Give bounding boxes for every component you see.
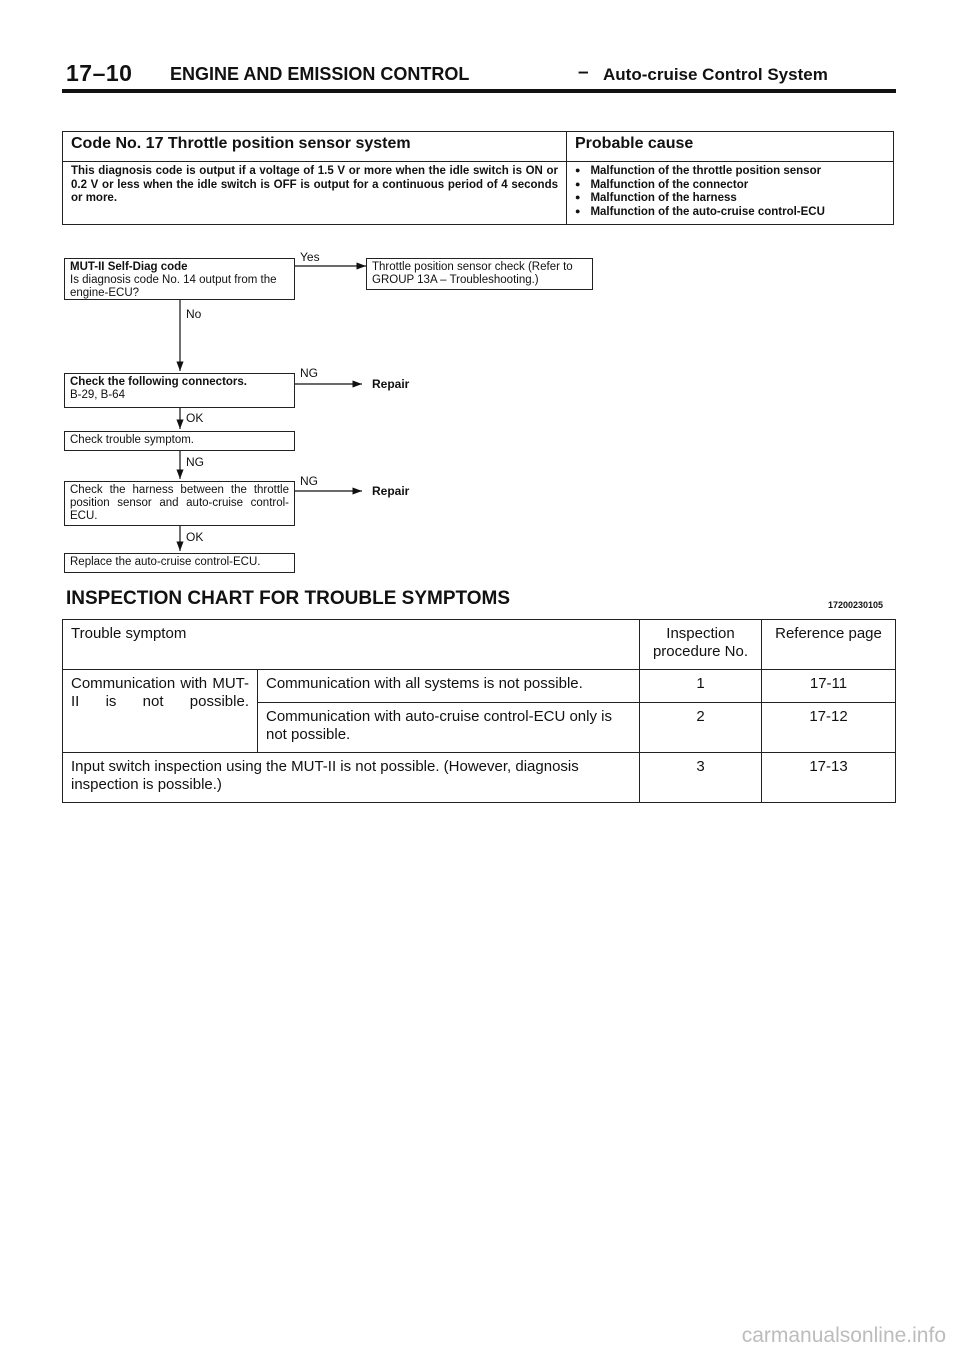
ok-label-2: OK bbox=[186, 530, 204, 544]
reference-cell: 17-11 bbox=[762, 670, 896, 703]
group-label-mut: Communication with MUT-II is not possible. bbox=[63, 670, 258, 753]
code-description: This diagnosis code is output if a voltage of 1.5 V or more when the idle switch is ON or 0.2 V or less when the idle switch is OFF is output for a continuous period of 4 seconds or more. bbox=[63, 162, 567, 225]
section-title: ENGINE AND EMISSION CONTROL bbox=[170, 64, 470, 84]
procedure-cell: 3 bbox=[640, 753, 762, 803]
cause-item: ● Malfunction of the throttle position sensor bbox=[575, 165, 885, 179]
ng-label-3: NG bbox=[300, 474, 318, 488]
flow-box-connectors-title: Check the following connectors. bbox=[70, 376, 247, 388]
procedure-cell: 2 bbox=[640, 703, 762, 753]
cause-item: ● Malfunction of the auto-cruise control-ECU bbox=[575, 206, 885, 220]
symptom-cell: Communication with all systems is not possible. bbox=[258, 670, 640, 703]
yes-label: Yes bbox=[300, 250, 320, 264]
flow-box-throttle-check: Throttle position sensor check (Refer to GROUP 13A – Troubleshooting.) bbox=[366, 258, 593, 290]
trouble-symptom-table bbox=[62, 619, 896, 803]
flow-box-harness: Check the harness between the throttle position sensor and auto-cruise control-ECU. bbox=[64, 481, 295, 526]
no-label: No bbox=[186, 307, 202, 321]
flow-box-self-diag bbox=[64, 258, 295, 300]
inspection-chart-title: INSPECTION CHART FOR TROUBLE SYMPTOMS bbox=[66, 588, 511, 609]
reference-cell: 17-13 bbox=[762, 753, 896, 803]
header-inspection-procedure: Inspection procedure No. bbox=[640, 620, 762, 670]
probable-cause-title: Probable cause bbox=[567, 132, 894, 162]
ng-label-2: NG bbox=[186, 455, 204, 469]
header-reference-page: Reference page bbox=[762, 620, 896, 670]
cause-item: ● Malfunction of the connector bbox=[575, 179, 885, 193]
flow-box-replace-ecu: Replace the auto-cruise control-ECU. bbox=[64, 553, 295, 573]
repair-label-2: Repair bbox=[372, 484, 410, 498]
flow-box-self-diag-title: MUT-II Self-Diag code bbox=[70, 261, 188, 273]
flow-box-connectors-text: B-29, B-64 bbox=[70, 389, 125, 401]
procedure-cell: 1 bbox=[640, 670, 762, 703]
flow-box-connectors bbox=[64, 373, 295, 408]
watermark: carmanualsonline.info bbox=[741, 1324, 946, 1347]
flow-box-trouble-symptom: Check trouble symptom. bbox=[64, 431, 295, 451]
ok-label-1: OK bbox=[186, 411, 204, 425]
page-number: 17–10 bbox=[66, 60, 133, 86]
subsection-title: Auto-cruise Control System bbox=[603, 65, 828, 84]
header-dash: – bbox=[578, 62, 589, 83]
code-title: Code No. 17 Throttle position sensor system bbox=[63, 132, 567, 162]
ng-label-1: NG bbox=[300, 366, 318, 380]
inspection-chart-code: 17200230105 bbox=[828, 600, 884, 610]
header-trouble-symptom: Trouble symptom bbox=[63, 620, 640, 670]
cause-item: ● Malfunction of the harness bbox=[575, 192, 885, 206]
symptom-cell: Communication with auto-cruise control-ECU only is not possible. bbox=[258, 703, 640, 753]
reference-cell: 17-12 bbox=[762, 703, 896, 753]
flow-box-self-diag-text: Is diagnosis code No. 14 output from the engine-ECU? bbox=[70, 274, 277, 299]
symptom-cell: Input switch inspection using the MUT-II is not possible. (However, diagnosis inspection is possible.) bbox=[63, 753, 640, 803]
repair-label-1: Repair bbox=[372, 377, 410, 391]
